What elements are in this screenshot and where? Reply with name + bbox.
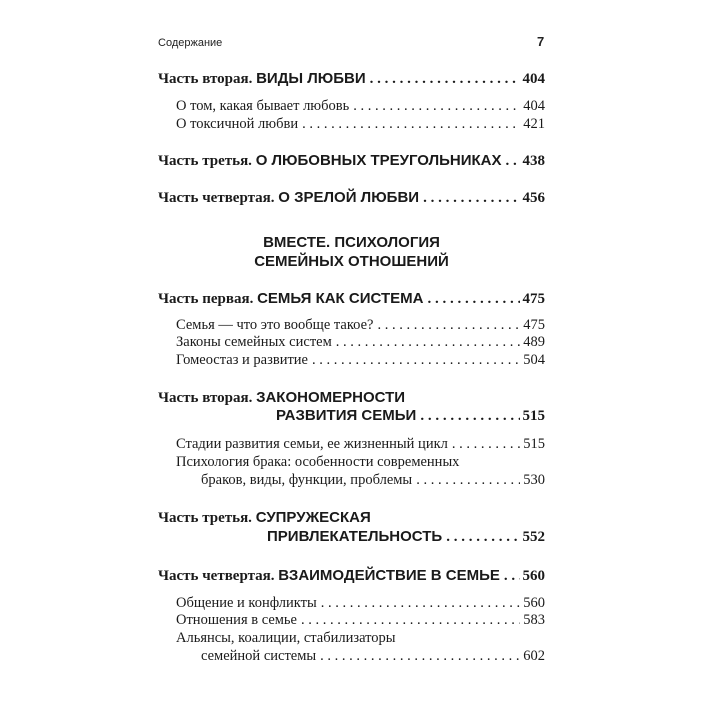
entry-title: ВИДЫ ЛЮБВИ bbox=[256, 70, 366, 87]
leader-dots bbox=[506, 153, 520, 170]
toc-subentry bbox=[176, 595, 545, 612]
toc-subentry bbox=[176, 116, 545, 133]
toc-entry-line-2 bbox=[267, 528, 545, 546]
leader-dots bbox=[321, 595, 521, 612]
entry-title: Семья — что это вообще такое? bbox=[176, 317, 374, 333]
entry-title: Законы семейных систем bbox=[176, 334, 332, 350]
toc-entry bbox=[158, 189, 545, 207]
entry-page: 475 bbox=[522, 291, 545, 307]
entry-page: 404 bbox=[522, 71, 545, 87]
leader-dots bbox=[427, 291, 519, 308]
leader-dots bbox=[452, 436, 520, 453]
entry-page: 438 bbox=[522, 153, 545, 169]
leader-dots bbox=[320, 648, 520, 665]
entry-lead: Часть первая. bbox=[158, 291, 258, 307]
leader-dots bbox=[302, 116, 520, 133]
entry-page: 552 bbox=[522, 529, 545, 545]
entry-lead: Часть третья. bbox=[158, 510, 256, 526]
entry-title: РАЗВИТИЯ СЕМЬИ bbox=[276, 407, 417, 424]
entry-title: ВЗАИМОДЕЙСТВИЕ В СЕМЬЕ bbox=[278, 567, 500, 584]
entry-lead: Часть четвертая. bbox=[158, 568, 279, 584]
entry-title: ЗАКОНОМЕРНОСТИ bbox=[256, 389, 406, 406]
toc-subentry-line-2 bbox=[201, 472, 545, 489]
entry-page: 475 bbox=[523, 317, 545, 333]
leader-dots bbox=[423, 190, 519, 207]
toc-entry bbox=[158, 567, 545, 585]
entry-title: О токсичной любви bbox=[176, 116, 299, 132]
entry-title: браков, виды, функции, проблемы bbox=[201, 472, 413, 488]
entry-title: О ЛЮБОВНЫХ ТРЕУГОЛЬНИКАХ bbox=[255, 152, 502, 169]
toc-subentry bbox=[176, 436, 545, 453]
leader-dots bbox=[420, 408, 519, 425]
entry-title: Стадии развития семьи, ее жизненный цикл bbox=[176, 436, 448, 452]
entry-lead: Часть четвертая. bbox=[158, 190, 279, 206]
toc-subentry bbox=[176, 352, 545, 369]
entry-page: 560 bbox=[523, 595, 545, 611]
entry-title: Гомеостаз и развитие bbox=[176, 352, 308, 368]
leader-dots bbox=[336, 334, 520, 351]
section-title-line-2: СЕМЕЙНЫХ ОТНОШЕНИЙ bbox=[254, 253, 449, 270]
leader-dots bbox=[301, 612, 520, 629]
toc-subentry-line-2 bbox=[201, 648, 545, 665]
entry-lead: Часть третья. bbox=[158, 153, 256, 169]
leader-dots bbox=[504, 568, 520, 585]
leader-dots bbox=[377, 317, 520, 334]
entry-title: Отношения в семье bbox=[176, 612, 297, 628]
entry-title: СУПРУЖЕСКАЯ bbox=[255, 509, 371, 526]
entry-title: О ЗРЕЛОЙ ЛЮБВИ bbox=[278, 189, 420, 206]
entry-page: 560 bbox=[522, 568, 545, 584]
entry-page: 530 bbox=[523, 472, 545, 488]
entry-lead: Часть вторая. bbox=[158, 71, 257, 87]
entry-page: 515 bbox=[523, 436, 545, 452]
entry-page: 456 bbox=[522, 190, 545, 206]
toc-entry-line-1 bbox=[158, 389, 405, 407]
toc-entry-line-2 bbox=[276, 407, 545, 425]
leader-dots bbox=[416, 472, 520, 489]
entry-page: 404 bbox=[523, 98, 545, 114]
toc-subentry-line-1: Психология брака: особенности современных bbox=[176, 454, 460, 470]
section-title-line-1: ВМЕСТЕ. ПСИХОЛОГИЯ bbox=[263, 234, 440, 251]
entry-lead: Часть вторая. bbox=[158, 390, 257, 406]
entry-page: 421 bbox=[523, 116, 545, 132]
entry-title: семейной системы bbox=[201, 648, 317, 664]
running-header: Содержание bbox=[158, 37, 223, 49]
toc-subentry bbox=[176, 98, 545, 115]
entry-title: О том, какая бывает любовь bbox=[176, 98, 350, 114]
page-number: 7 bbox=[537, 34, 545, 49]
toc-subentry-line-1: Альянсы, коалиции, стабилизаторы bbox=[176, 630, 396, 646]
entry-title: Общение и конфликты bbox=[176, 595, 317, 611]
toc-subentry bbox=[176, 334, 545, 351]
toc-entry-line-1 bbox=[158, 509, 371, 527]
entry-title: ПРИВЛЕКАТЕЛЬНОСТЬ bbox=[267, 528, 443, 545]
leader-dots bbox=[446, 529, 519, 546]
entry-title: СЕМЬЯ КАК СИСТЕМА bbox=[257, 290, 424, 307]
toc-entry bbox=[158, 70, 545, 88]
toc-entry bbox=[158, 152, 545, 170]
leader-dots bbox=[353, 98, 520, 115]
toc-subentry bbox=[176, 612, 545, 629]
entry-page: 583 bbox=[523, 612, 545, 628]
toc-entry bbox=[158, 290, 545, 308]
entry-page: 602 bbox=[523, 648, 545, 664]
entry-page: 515 bbox=[522, 408, 545, 424]
entry-page: 489 bbox=[523, 334, 545, 350]
entry-page: 504 bbox=[523, 352, 545, 368]
leader-dots bbox=[312, 352, 520, 369]
leader-dots bbox=[370, 71, 520, 88]
toc-subentry bbox=[176, 317, 545, 334]
